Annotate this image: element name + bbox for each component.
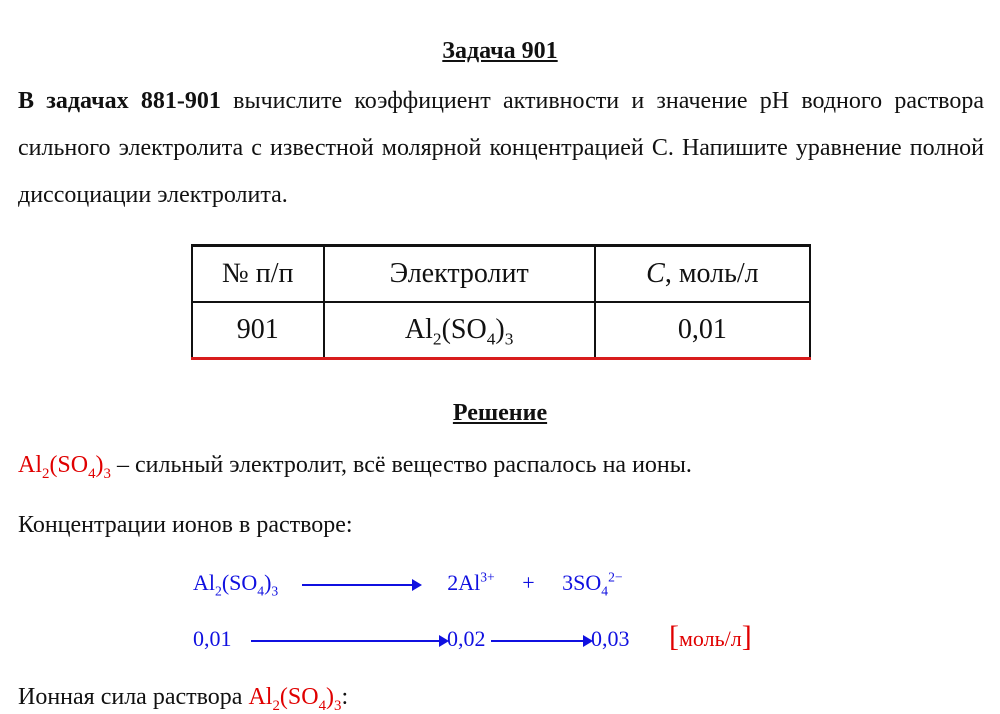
solution-line-3: Ионная сила раствора $Al_2(SO_4)_3$: [18,684,349,714]
concentration-unit-label: [моль/л] [669,620,752,653]
concentration-unit: , моль/л [664,258,759,289]
table-header-row [192,246,810,303]
reaction-arrow [302,584,420,586]
concentration-so4: 0,03 [591,626,630,651]
page-title: Задача 901 [442,38,558,64]
equation-plus: + [522,570,535,595]
solution-line-1 [18,452,692,482]
table-header-number: № п/п [192,246,324,303]
line3-text: Ионная сила раствора [18,684,249,710]
equation-reactant: $Al_2(SO_4)_3$ [193,570,279,599]
concentration-initial: 0,01 [193,626,232,651]
table-row [192,302,810,359]
formula-al2so43-2: $Al_2(SO_4)_3$ [248,684,342,714]
task-statement [18,78,984,219]
line1-text: – сильный электролит, всё вещество распалось на ионы. [110,452,692,478]
table-header-concentration: C, моль/л [595,246,810,303]
equation-product-al: $2Al^{3+}$ [447,569,495,595]
dissociation-equation [193,569,623,599]
formula-al2so43: $Al_2(SO_4)_3$ [18,452,111,482]
concentration-arrow-2 [491,640,591,642]
task-range: В задачах 881-901 [18,88,221,114]
data-table [191,244,811,360]
concentration-arrow-1 [251,640,447,642]
concentration-al: 0,02 [447,626,486,651]
table-cell-concentration: 0,01 [595,302,810,359]
table-cell-number: 901 [192,302,324,359]
solution-title: Решение [452,400,548,426]
table-header-electrolyte: Электролит [324,246,595,303]
table-cell-electrolyte: $Al_2(SO_4)_3$ [324,302,595,359]
concentration-chain [193,620,752,654]
solution-line-2: Концентрации ионов в растворе: [18,512,353,538]
equation-product-so4: $3SO_4^{2-}$ [562,569,623,599]
task-text: вычислите коэффициент активности и значение pH водного раствора сильного электролита с известной молярной концентрацией С. Напишите уравнение полной диссоциации электролита. [18,88,984,208]
